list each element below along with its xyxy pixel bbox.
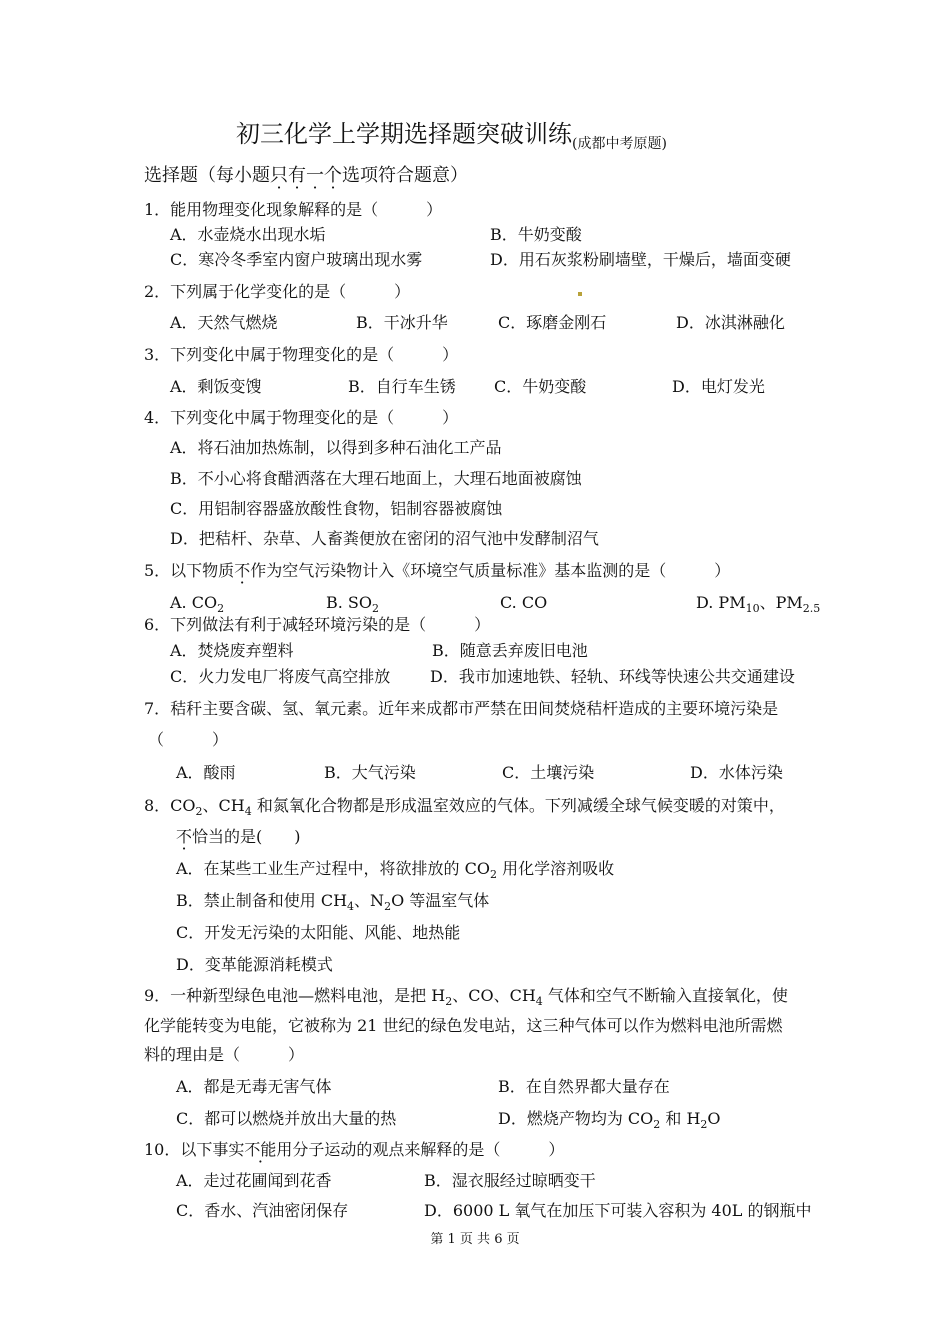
q9-stem-line3: 料的理由是（ ） xyxy=(144,1045,305,1064)
q8-b-subscript-1: 4 xyxy=(347,900,355,913)
q8-option-d: D．变革能源消耗模式 xyxy=(176,955,333,974)
q9-option-b: B．在自然界都大量存在 xyxy=(498,1077,670,1096)
q2-option-d: D．冰淇淋融化 xyxy=(676,313,785,332)
q6-option-a: A．焚烧废弃塑料 xyxy=(170,641,294,660)
q1-option-b: B．牛奶变酸 xyxy=(490,225,582,244)
q8-b-post: O 等温室气体 xyxy=(391,891,490,910)
q10-option-b: B．湿衣服经过晾晒变干 xyxy=(424,1171,596,1190)
q1-option-c: C．寒冷冬季室内窗户玻璃出现水雾 xyxy=(170,250,423,269)
q8-stem-part1: 8．CO xyxy=(144,796,196,815)
q9-line1-c: 气体和空气不断输入直接氧化，使 xyxy=(542,986,788,1005)
q2-stem: 2．下列属于化学变化的是（ ） xyxy=(144,282,411,301)
q2-option-b: B．干冰升华 xyxy=(356,313,448,332)
q10-stem-emphasis: 不能 xyxy=(244,1140,277,1159)
q10-stem-post: 用分子运动的观点来解释的是（ ） xyxy=(276,1140,565,1159)
section-post: 选项符合题意） xyxy=(342,165,468,186)
q5-d-text: D. PM xyxy=(696,593,746,612)
emphasis-char: 一 xyxy=(306,165,324,186)
q7-option-a: A．酸雨 xyxy=(176,763,236,782)
q5-option-d xyxy=(696,592,820,616)
q9-option-c: C．都可以燃烧并放出大量的热 xyxy=(176,1109,397,1128)
q6-option-d: D．我市加速地铁、轻轨、环线等快速公共交通建设 xyxy=(430,667,795,686)
q8-stem-part3: 和氮氧化合物都是形成温室效应的气体。下列减缓全球气候变暖的对策中， xyxy=(251,796,785,815)
q8-emphasis: 不 xyxy=(176,827,193,846)
q9-d-post: O xyxy=(707,1109,721,1128)
q8-option-a xyxy=(176,858,614,882)
q5-a-text: A. CO xyxy=(170,593,218,612)
emphasis-char: 有 xyxy=(288,165,306,186)
q3-option-a: A．剩饭变馊 xyxy=(170,377,262,396)
q3-stem: 3．下列变化中属于物理变化的是（ ） xyxy=(144,345,459,364)
q10-option-c: C．香水、汽油密闭保存 xyxy=(176,1201,349,1220)
q1-option-a: A．水壶烧水出现水垢 xyxy=(170,225,326,244)
q10-option-d: D．6000 L 氧气在加压下可装入容积为 40L 的钢瓶中 xyxy=(424,1201,812,1220)
q5-stem xyxy=(144,560,730,582)
q8-stem-line2-post: 恰当的是( ) xyxy=(192,827,301,846)
q8-stem-part2: 、CH xyxy=(202,796,245,815)
q3-option-d: D．电灯发光 xyxy=(672,377,765,396)
page-title xyxy=(236,119,667,153)
scan-speck xyxy=(578,292,582,296)
q5-option-c: C. CO xyxy=(500,593,548,612)
q9-line1-a: 9．一种新型绿色电池—燃料电池，是把 H xyxy=(144,986,446,1005)
section-emphasis xyxy=(270,165,342,186)
q1-option-d: D．用石灰浆粉刷墙壁，干燥后，墙面变硬 xyxy=(490,250,791,269)
q7-answer-paren: （ ） xyxy=(148,730,229,749)
q10-stem xyxy=(144,1139,564,1161)
q8-a-post: 用化学溶剂吸收 xyxy=(497,859,615,878)
q3-option-c: C．牛奶变酸 xyxy=(494,377,587,396)
q3-option-b: B．自行车生锈 xyxy=(348,377,456,396)
section-heading xyxy=(144,164,468,188)
q1-stem: 1．能用物理变化现象解释的是（ ） xyxy=(144,200,443,219)
section-pre: 选择题（每小题 xyxy=(144,165,270,186)
q2-option-a: A．天然气燃烧 xyxy=(170,313,278,332)
emphasis-char: 只 xyxy=(270,165,288,186)
q9-d-subscript-2: 2 xyxy=(700,1118,708,1131)
q4-option-a: A．将石油加热炼制，以得到多种石油化工产品 xyxy=(170,438,502,457)
q9-d-subscript-1: 2 xyxy=(653,1118,661,1131)
q5-d-mid: 、PM xyxy=(759,593,803,612)
q9-line1-subscript-1: 2 xyxy=(445,995,453,1008)
q6-option-b: B．随意丢弃废旧电池 xyxy=(432,641,588,660)
q5-stem-pre: 5．以下物质 xyxy=(144,561,235,580)
emphasis-char: 个 xyxy=(324,165,342,186)
q9-d-mid: 和 H xyxy=(660,1109,701,1128)
q8-stem-line2 xyxy=(176,826,301,848)
q7-option-b: B．大气污染 xyxy=(324,763,416,782)
q6-option-c: C．火力发电厂将废气高空排放 xyxy=(170,667,391,686)
q8-option-c: C．开发无污染的太阳能、风能、地热能 xyxy=(176,923,461,942)
q8-b-pre: B．禁止制备和使用 CH xyxy=(176,891,348,910)
q5-option-a xyxy=(170,592,224,616)
q10-stem-pre: 10．以下事实 xyxy=(144,1140,245,1159)
q8-b-subscript-2: 2 xyxy=(384,900,392,913)
q4-option-d: D．把秸杆、杂草、人畜粪便放在密闭的沼气池中发酵制沼气 xyxy=(170,529,599,548)
q5-stem-emphasis: 不 xyxy=(234,561,251,580)
q5-option-b xyxy=(326,592,379,616)
q4-option-c: C．用铝制容器盛放酸性食物，铝制容器被腐蚀 xyxy=(170,499,503,518)
q10-option-a: A．走过花圃闻到花香 xyxy=(176,1171,332,1190)
q9-line1-b: 、CO、CH xyxy=(452,986,536,1005)
q8-stem xyxy=(144,795,785,819)
page-footer: 第 1 页 共 6 页 xyxy=(430,1232,520,1247)
q7-option-c: C．土壤污染 xyxy=(502,763,595,782)
q2-option-c: C．琢磨金刚石 xyxy=(498,313,607,332)
q8-b-mid: 、N xyxy=(354,891,385,910)
q9-option-a: A．都是无毒无害气体 xyxy=(176,1077,332,1096)
q5-stem-post: 作为空气污染物计入《环境空气质量标准》基本监测的是（ ） xyxy=(250,561,731,580)
q8-stem-subscript-1: 2 xyxy=(195,805,203,818)
q4-stem: 4．下列变化中属于物理变化的是（ ） xyxy=(144,408,459,427)
q8-option-b xyxy=(176,890,489,914)
q9-d-pre: D．燃烧产物均为 CO xyxy=(498,1109,654,1128)
q6-stem: 6．下列做法有利于减轻环境污染的是（ ） xyxy=(144,615,491,634)
q5-b-subscript: 2 xyxy=(372,602,380,615)
q7-option-d: D．水体污染 xyxy=(690,763,783,782)
q9-stem-line2: 化学能转变为电能，它被称为 21 世纪的绿色发电站，这三种气体可以作为燃料电池所需燃 xyxy=(144,1016,783,1035)
q8-a-subscript: 2 xyxy=(490,868,498,881)
title-main: 初三化学上学期选择题突破训练 xyxy=(236,120,572,148)
q8-stem-subscript-2: 4 xyxy=(244,805,252,818)
q5-b-text: B. SO xyxy=(326,593,373,612)
q5-a-subscript: 2 xyxy=(217,602,225,615)
q5-d-subscript-1: 10 xyxy=(745,602,760,615)
q8-a-pre: A．在某些工业生产过程中，将欲排放的 CO xyxy=(176,859,491,878)
q9-stem-line1 xyxy=(144,985,788,1009)
q9-option-d xyxy=(498,1108,721,1132)
title-source: (成都中考原题) xyxy=(572,136,667,152)
q9-line1-subscript-2: 4 xyxy=(535,995,543,1008)
q4-option-b: B．不小心将食醋洒落在大理石地面上，大理石地面被腐蚀 xyxy=(170,469,582,488)
q5-d-subscript-2: 2.5 xyxy=(802,602,821,615)
q7-stem: 7．秸秆主要含碳、氢、氧元素。近年来成都市严禁在田间焚烧秸杆造成的主要环境污染是 xyxy=(144,699,779,718)
